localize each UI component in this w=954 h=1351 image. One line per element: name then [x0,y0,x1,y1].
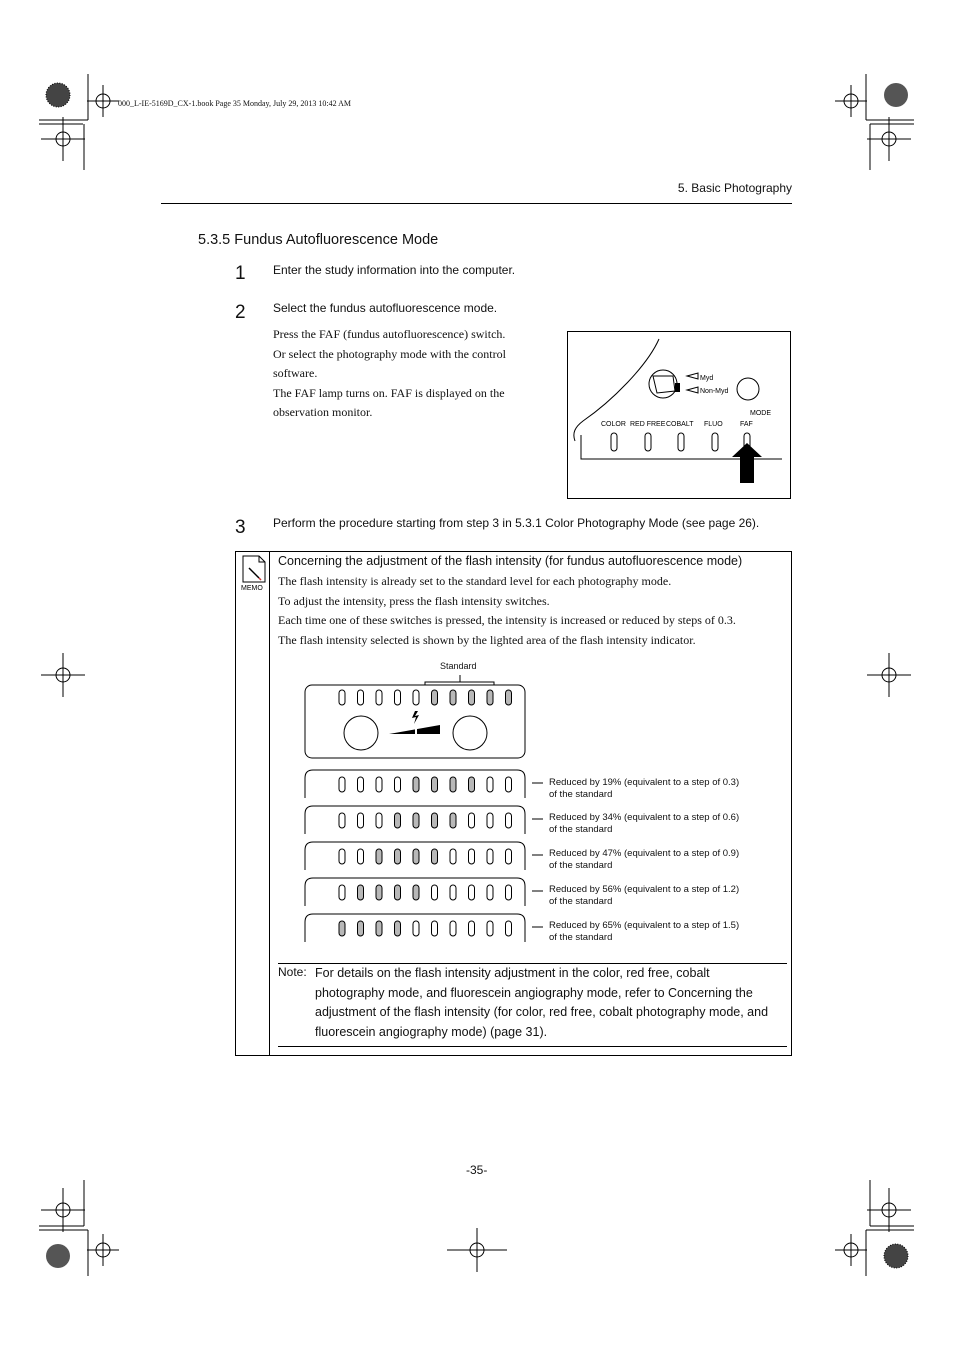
increase-button [453,716,487,750]
pattern-led-off [487,777,493,792]
pattern-label [549,884,739,908]
switch-label: FLUO [704,421,723,428]
pattern-led-off [450,885,456,900]
pattern-line: Reduced by 34% (equivalent to a step of 0.6) [549,812,740,823]
note-line: fluorescein angiography mode) (page 31). [315,1025,548,1040]
step-text: Perform the procedure starting from step 3 in 5.3.1 Color Photography Mode (see page 26). [273,516,760,530]
note-rule-bottom [278,1046,787,1047]
step-body [273,325,553,423]
pattern-led-off [339,849,345,864]
section-header: 5. Basic Photography [677,181,792,195]
book-info: 000_L-IE-5169D_CX-1.book Page 35 Monday, July 29, 2013 10:42 AM [118,99,352,108]
intensity-patterns [300,767,552,947]
pattern-led-off [506,885,512,900]
pattern-led-off [432,921,438,936]
memo-line: To adjust the intensity, press the flash intensity switches. [278,593,550,608]
pattern-led-off [450,849,456,864]
pattern-line: of the standard [549,932,613,943]
pattern-led-lit [413,885,419,900]
switch-color [611,433,617,451]
note-head: Note: [278,965,307,979]
step-body-line: software. [273,366,318,381]
pattern-row [305,770,543,798]
pattern-led-off [358,849,364,864]
switch-cobalt [678,433,684,451]
standard-label: Standard [440,661,477,671]
pattern-led-off [487,813,493,828]
step-body-line: Press the FAF (fundus autofluorescence) switch. [273,327,506,341]
pattern-line: Reduced by 65% (equivalent to a step of 1.5) [549,920,740,931]
note-body [315,964,790,1043]
step-number: 1 [235,263,246,284]
pattern-label [549,848,739,872]
pattern-led-off [339,813,345,828]
pattern-led-lit [469,777,475,792]
pattern-led-lit [395,921,401,936]
pattern-led-lit [358,885,364,900]
memo-line: The flash intensity is already set to the standard level for each photography mode. [278,574,672,588]
indicator-led-off [358,690,364,705]
pattern-led-off [487,921,493,936]
pattern-led-off [506,921,512,936]
pattern-led-lit [413,777,419,792]
pattern-line: Reduced by 47% (equivalent to a step of 0.9) [549,848,740,859]
pattern-led-lit [432,777,438,792]
memo-line: Each time one of these switches is pressed, the intensity is increased or reduced by steps of 0.3. [278,613,736,628]
pattern-led-off [469,813,475,828]
pattern-led-lit [339,921,345,936]
pattern-led-off [376,813,382,828]
switch-red-free [645,433,651,451]
pattern-row [305,842,543,870]
pattern-led-lit [432,813,438,828]
pattern-led-off [469,885,475,900]
pattern-label [549,920,739,944]
indicator-led-lit [487,690,493,705]
indicator-led-off [413,690,419,705]
pattern-line: of the standard [549,896,613,907]
indicator-led-lit [450,690,456,705]
indicator-led-lit [506,690,512,705]
memo-line: The flash intensity selected is shown by the lighted area of the flash intensity indicator. [278,632,696,647]
indicator-led-lit [469,690,475,705]
switch-label: COLOR [601,421,626,428]
pattern-line: of the standard [549,789,613,800]
pattern-led-lit [358,921,364,936]
memo-title: Concerning the adjustment of the flash intensity (for fundus autofluorescence mode) [278,554,743,568]
pattern-led-off [506,813,512,828]
pattern-led-lit [432,849,438,864]
step-body-line: The FAF lamp turns on. FAF is displayed on the [273,385,505,400]
pattern-led-lit [376,885,382,900]
switch-label: RED FREE [630,421,666,428]
memo-icon [240,555,268,593]
switch-fluo [712,433,718,451]
switch-label: COBALT [666,421,694,428]
indicator-led-off [339,690,345,705]
pattern-label [549,812,739,836]
pattern-row [305,878,543,906]
pattern-label [549,777,739,801]
step-number: 2 [235,302,246,323]
pattern-led-off [339,885,345,900]
pattern-led-off [395,777,401,792]
pattern-led-lit [413,849,419,864]
switch-label: FAF [740,421,753,428]
step-text: Select the fundus autofluorescence mode. [273,301,498,315]
step-body-line: observation monitor. [273,405,373,420]
pattern-led-lit [376,921,382,936]
pattern-led-off [376,777,382,792]
indicator-led-lit [432,690,438,705]
memo-icon-label: MEMO [241,585,263,592]
pattern-line: Reduced by 19% (equivalent to a step of 0.3) [549,777,740,788]
mode-label: MODE [750,410,771,417]
pattern-led-off [506,849,512,864]
pattern-led-off [487,885,493,900]
pattern-led-off [413,921,419,936]
nonmyd-label: Non-Myd [700,388,729,395]
note-line: adjustment of the flash intensity (for color, red free, cobalt photography mode, and [315,1005,769,1020]
pattern-line: of the standard [549,860,613,871]
pattern-led-lit [376,849,382,864]
myd-label: Myd [700,375,714,382]
note-line: photography mode, and fluorescein angiography mode, refer to Concerning the [315,985,753,1000]
header-rule [161,203,792,204]
step-text: Enter the study information into the computer. [273,263,516,277]
pattern-led-lit [450,813,456,828]
section-title: 5.3.5 Fundus Autofluorescence Mode [198,232,439,248]
mode-button [737,378,759,400]
flash-indicator-figure [300,671,532,763]
step-body-line: Or select the photography mode with the control [273,346,506,361]
pattern-row [305,806,543,834]
pattern-led-lit [413,813,419,828]
pattern-led-off [469,921,475,936]
control-panel-figure [567,331,791,499]
pattern-led-off [432,885,438,900]
pattern-led-off [450,921,456,936]
memo-divider [269,551,270,1056]
pattern-row [305,914,543,942]
pattern-led-lit [395,813,401,828]
decrease-button [344,716,378,750]
indicator-led-off [395,690,401,705]
pattern-led-off [487,849,493,864]
page-number: -35- [466,1163,488,1177]
pattern-led-lit [450,777,456,792]
memo-body [278,572,736,650]
note-line: For details on the flash intensity adjustment in the color, red free, cobalt [315,966,710,980]
pattern-led-lit [395,849,401,864]
pattern-led-off [339,777,345,792]
step-number: 3 [235,517,246,538]
pattern-led-off [469,849,475,864]
indicator-led-off [376,690,382,705]
pattern-led-lit [395,885,401,900]
pattern-line: Reduced by 56% (equivalent to a step of 1.2) [549,884,740,895]
pattern-line: of the standard [549,824,613,835]
pattern-led-off [506,777,512,792]
pattern-led-off [358,777,364,792]
pattern-led-off [358,813,364,828]
